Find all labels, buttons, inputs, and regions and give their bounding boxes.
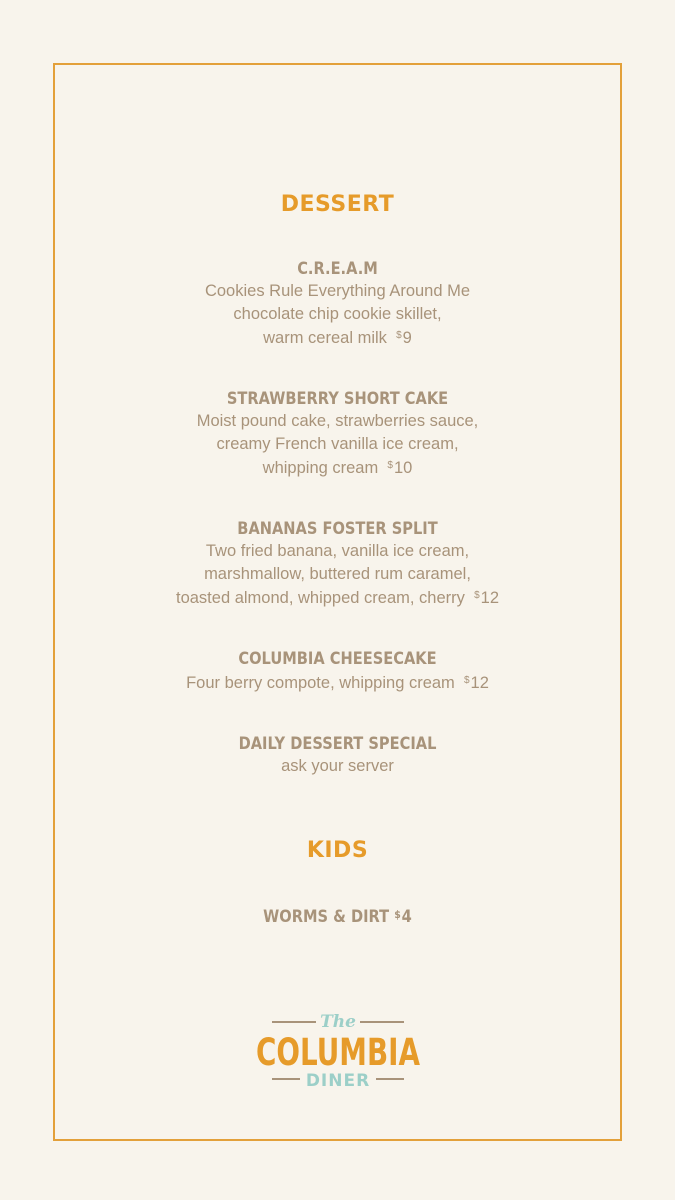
item-price: $10: [387, 459, 413, 477]
item-desc-line: Cookies Rule Everything Around Me: [204, 282, 471, 300]
menu-item-worms-and-dirt: [0, 904, 675, 928]
item-desc-line-with-price: toasted almond, whipped cream, cherry $12: [176, 589, 499, 607]
logo-diner: DINER: [305, 1071, 371, 1091]
menu-item-daily-dessert-special: [0, 733, 675, 778]
dessert-section-title: DESSERT: [280, 192, 395, 217]
item-desc-line-with-price: whipping cream $10: [262, 459, 413, 477]
logo-columbia: COLUMBIA: [256, 1031, 421, 1074]
item-desc-line: Two fried banana, vanilla ice cream,: [205, 542, 470, 560]
item-name: DAILY DESSERT SPECIAL: [238, 734, 437, 754]
item-name: COLUMBIA CHEESECAKE: [238, 649, 437, 669]
item-desc-line: chocolate chip cookie skillet,: [233, 304, 442, 323]
logo-the: The: [320, 1012, 356, 1032]
item-desc-line: Moist pound cake, strawberries sauce,: [196, 412, 479, 430]
item-desc-line: marshmallow, buttered rum caramel,: [204, 564, 471, 583]
item-desc-line: creamy French vanilla ice cream,: [216, 434, 459, 453]
menu-item-columbia-cheesecake: [0, 648, 675, 695]
item-desc-line: ask your server: [281, 757, 394, 775]
columbia-diner-logo: [256, 1006, 421, 1091]
item-desc-line-with-price: Four berry compote, whipping cream $12: [186, 674, 489, 692]
item-price: $12: [474, 589, 499, 607]
kids-section-title: KIDS: [306, 838, 369, 863]
item-name: BANANAS FOSTER SPLIT: [237, 519, 438, 539]
menu-item-cream: [0, 258, 675, 350]
item-name: C.R.E.A.M: [297, 259, 378, 279]
item-price: $12: [463, 674, 489, 692]
item-price: $9: [396, 329, 412, 347]
menu-item-strawberry-short-cake: [0, 388, 675, 480]
item-name-with-price: WORMS & DIRT $4: [263, 907, 412, 927]
menu-item-bananas-foster-split: [0, 518, 675, 610]
item-desc-line-with-price: warm cereal milk $9: [263, 329, 412, 347]
item-name: STRAWBERRY SHORT CAKE: [226, 389, 449, 409]
